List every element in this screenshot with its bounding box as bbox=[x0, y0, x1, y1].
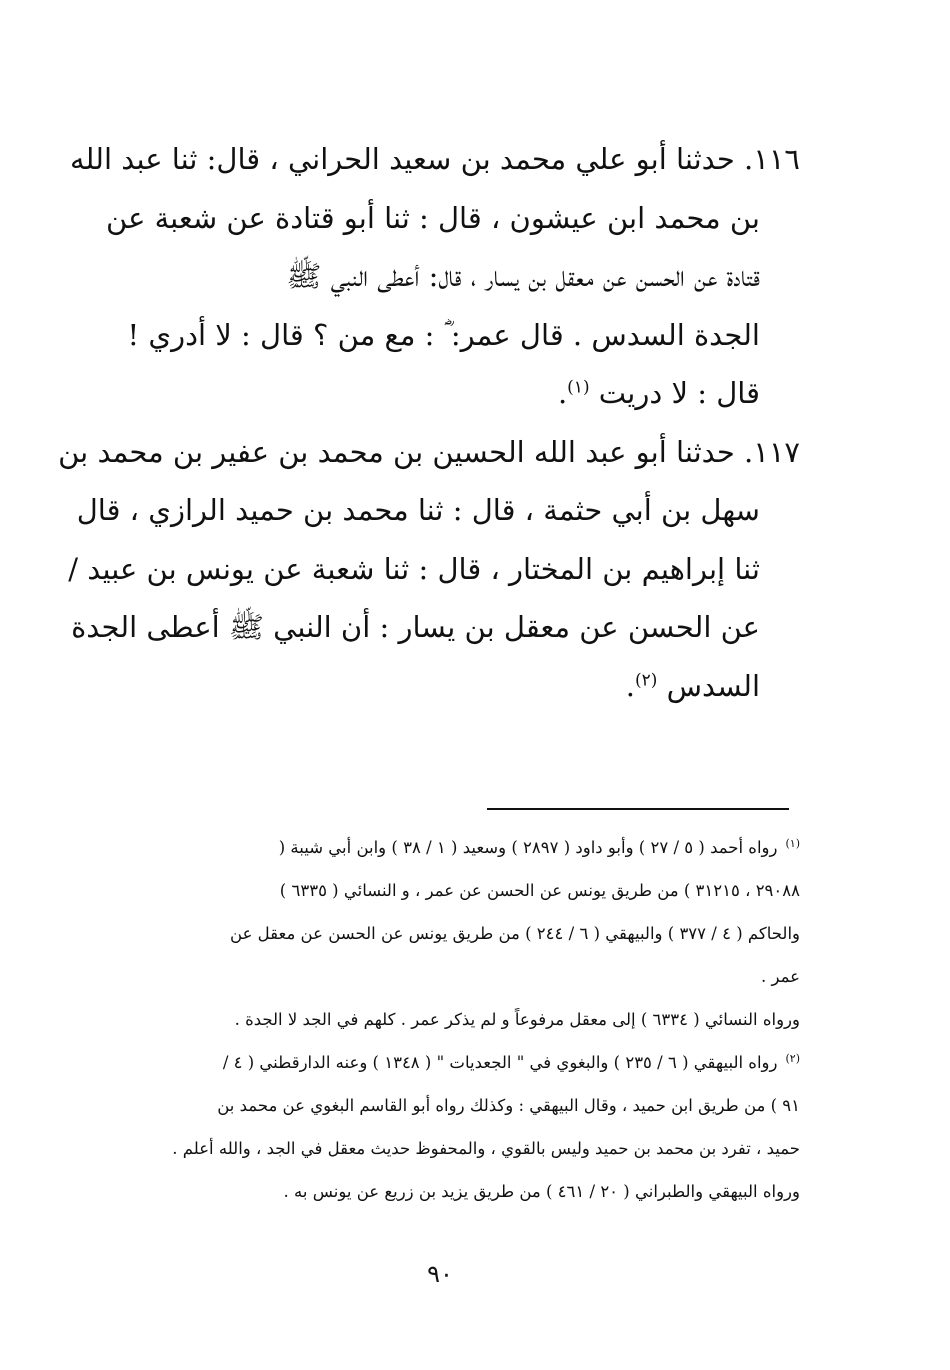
footnote-line: ٢٩٠٨٨ ، ٣١٢١٥ ) من طريق يونس عن الحسن عن عمر ، و النسائي ( ٦٣٣٥ ) bbox=[279, 881, 800, 900]
footnote-line: ٩١ ) من طريق ابن حميد ، وقال البيهقي : وكذلك رواه أبو القاسم البغوي عن محمد بن bbox=[217, 1096, 800, 1115]
hadith-117 bbox=[58, 423, 800, 716]
hadith-line: الجدة السدس . قال عمر: ؓ : مع من ؟ قال : لا أدري ! bbox=[127, 317, 760, 352]
hadith-line-text: قال : لا دريت bbox=[598, 376, 760, 410]
footnote-2 bbox=[135, 1041, 800, 1213]
footnote-line: ورواه البيهقي والطبراني ( ٢٠ / ٤٦١ ) من طريق يزيد بن زريع عن يونس به . bbox=[283, 1182, 800, 1201]
page-number: ٩٠ bbox=[427, 1260, 453, 1288]
hadith-line: ١١٦. حدثنا أبو علي محمد بن سعيد الحراني ، قال: ثنا عبد الله bbox=[69, 142, 800, 176]
footnote-line-text: رواه البيهقي ( ٦ / ٢٣٥ ) والبغوي في " الجعديات " ( ١٣٤٨ ) وعنه الدارقطني ( ٤ / bbox=[222, 1053, 778, 1072]
hadith-line: سهل بن أبي حثمة ، قال : ثنا محمد بن حميد الرازي ، قال bbox=[76, 493, 760, 527]
hadith-line-text: السدس bbox=[666, 668, 760, 703]
footnote-line bbox=[135, 1041, 800, 1084]
footnote-line: عمر . bbox=[761, 967, 800, 986]
footnote-1 bbox=[135, 826, 800, 1041]
hadith-line: ثنا إبراهيم بن المختار ، قال : ثنا شعبة عن يونس بن عبيد / bbox=[68, 551, 760, 586]
footnote-line: ورواه النسائي ( ٦٣٣٤ ) إلى معقل مرفوعاً و لم يذكر عمر . كلهم في الجد لا الجدة . bbox=[234, 1010, 800, 1029]
main-text bbox=[58, 130, 800, 715]
footnote-separator bbox=[487, 808, 789, 810]
footnote-line: والحاكم ( ٤ / ٣٧٧ ) والبيهقي ( ٦ / ٢٤٤ ) من طريق يونس عن الحسن عن معقل عن bbox=[230, 924, 800, 943]
footnote-marker: (١) bbox=[567, 377, 590, 398]
hadith-line: عن الحسن عن معقل بن يسار : أن النبي ﷺ أعطى الجدة bbox=[71, 610, 760, 644]
hadith-116 bbox=[69, 130, 800, 423]
footnote-line: حميد ، تفرد بن محمد بن حميد وليس بالقوي ، والمحفوظ حديث معقل في الجد ، والله أعلم . bbox=[172, 1139, 800, 1158]
footnote-line bbox=[135, 826, 800, 869]
footnotes bbox=[135, 826, 800, 1213]
hadith-line: ١١٧. حدثنا أبو عبد الله الحسين بن محمد بن عفير بن محمد بن bbox=[58, 434, 800, 469]
footnote-number: (١) bbox=[785, 836, 800, 850]
footnote-number: (٢) bbox=[785, 1051, 800, 1065]
footnote-line-text: رواه أحمد ( ٥ / ٢٧ ) وأبو داود ( ٢٨٩٧ ) وسعيد ( ١ / ٣٨ ) وابن أبي شيبة ( bbox=[278, 838, 778, 857]
hadith-line: قال : لا دريت $^{(١)}$. bbox=[557, 376, 760, 410]
footnote-marker: (٢) bbox=[634, 669, 658, 690]
hadith-line: بن محمد ابن عيشون ، قال : ثنا أبو قتادة عن شعبة عن bbox=[106, 200, 760, 235]
hadith-line: قتادة عن الحسن عن معقل بن يسار ، قال: أعطى النبي ﷺ bbox=[286, 259, 760, 293]
hadith-line: السدس $^{(٢)}$. bbox=[625, 668, 760, 703]
